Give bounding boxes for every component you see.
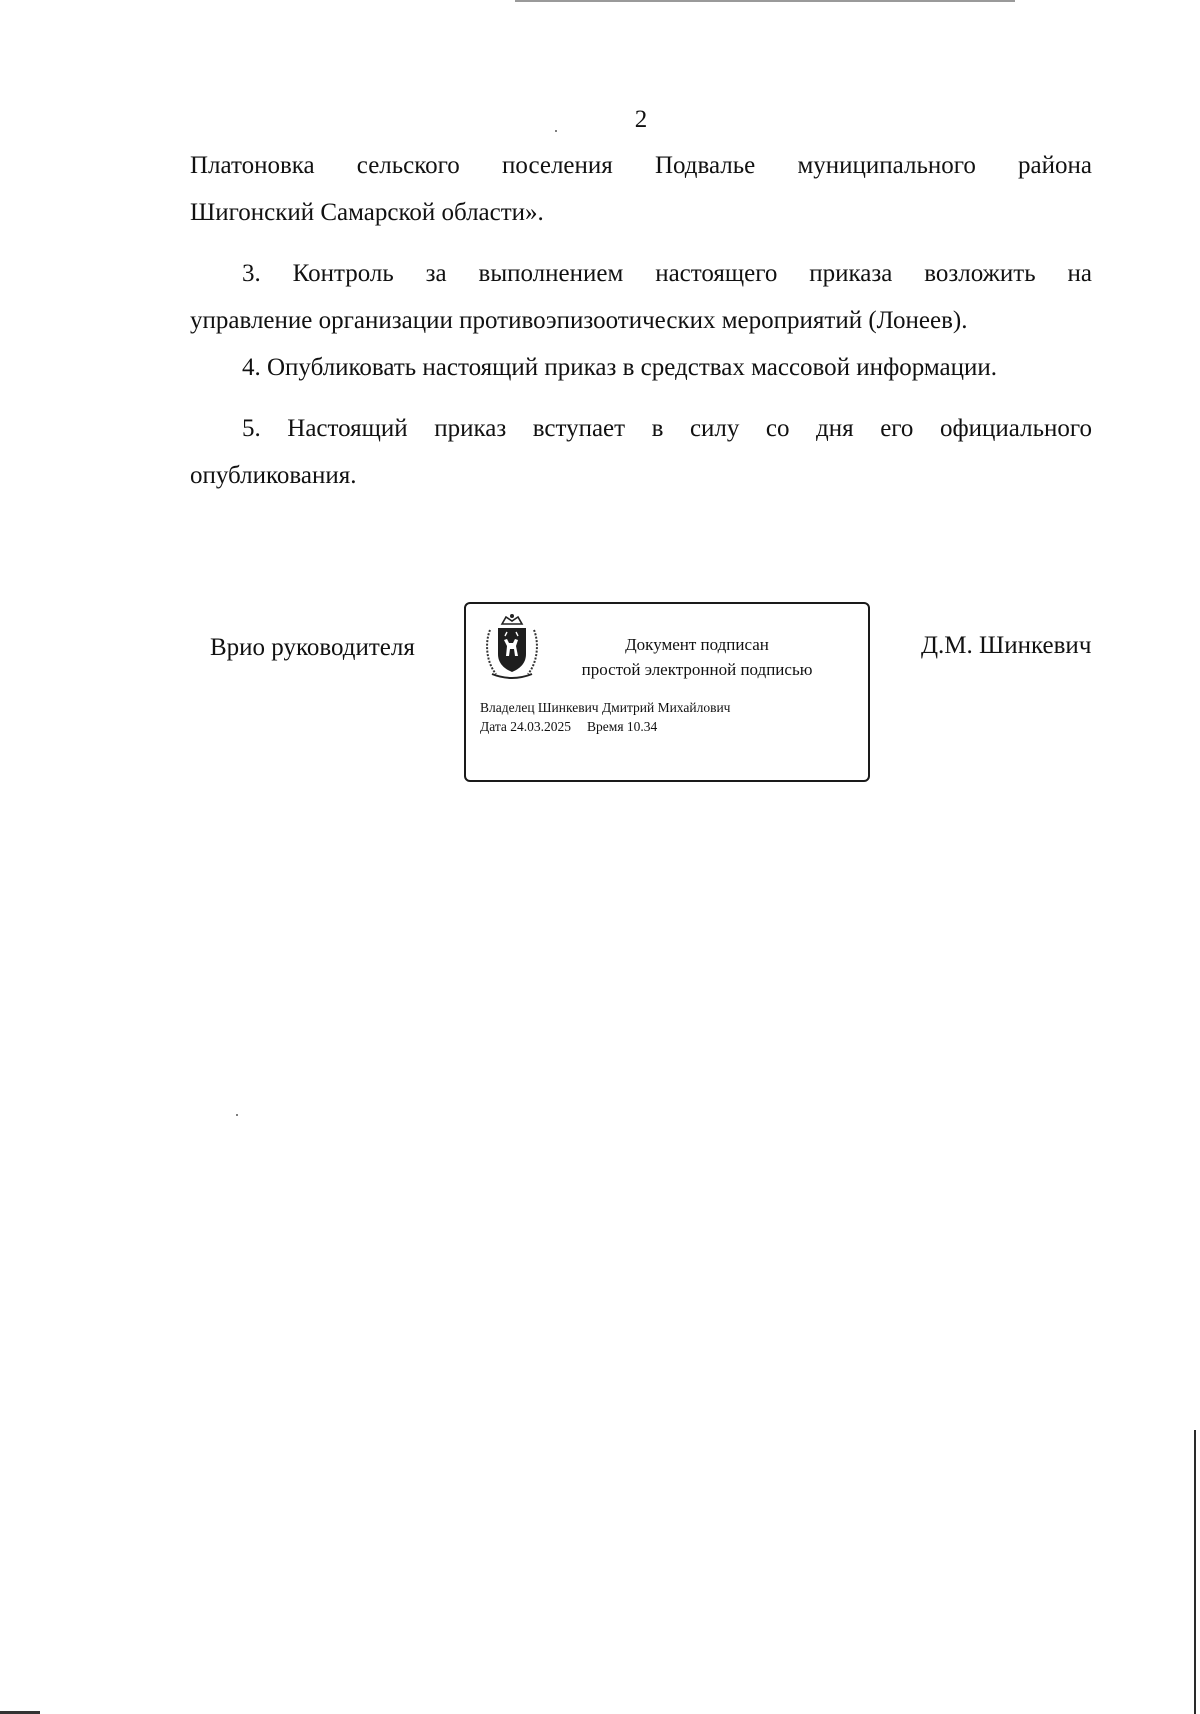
paragraph-continuation: [190, 142, 1092, 236]
stamp-time: Время 10.34: [587, 719, 658, 734]
page-number: 2: [634, 106, 648, 133]
paragraph-item-5: [190, 405, 1092, 499]
paragraph-line: управление организации противоэпизоотических мероприятий (Лонеев).: [190, 307, 968, 334]
signer-title: Врио руководителя: [210, 634, 415, 661]
signer-name: Д.М. Шинкевич: [921, 632, 1092, 659]
scan-artifact-right: [1194, 1430, 1196, 1714]
paragraph-line: Платоновка сельского поселения Подвалье муниципального района: [190, 152, 1092, 179]
paragraph-item-3: [190, 250, 1092, 344]
paragraph-item-4: [190, 344, 1092, 391]
paragraph-line: опубликования.: [190, 462, 357, 489]
coat-of-arms-icon: [482, 612, 542, 682]
paragraph-line: Шигонский Самарской области».: [190, 199, 544, 226]
paragraph-line: 4. Опубликовать настоящий приказ в средствах массовой информации.: [242, 354, 998, 381]
stamp-heading: [562, 632, 832, 682]
stamp-heading-line: простой электронной подписью: [581, 660, 813, 679]
stamp-heading-line: Документ подписан: [625, 635, 769, 654]
stamp-owner: Владелец Шинкевич Дмитрий Михайлович: [480, 700, 731, 715]
stamp-date: Дата 24.03.2025: [480, 719, 572, 734]
scan-artifact-top: [515, 0, 1015, 2]
stamp-date-row: [480, 717, 657, 737]
paragraph-line: 3. Контроль за выполнением настоящего приказа возложить на: [242, 260, 1092, 287]
electronic-signature-stamp: [464, 602, 870, 782]
scan-speck: [236, 1114, 238, 1116]
paragraph-line: 5. Настоящий приказ вступает в силу со дня его официального: [242, 415, 1092, 442]
